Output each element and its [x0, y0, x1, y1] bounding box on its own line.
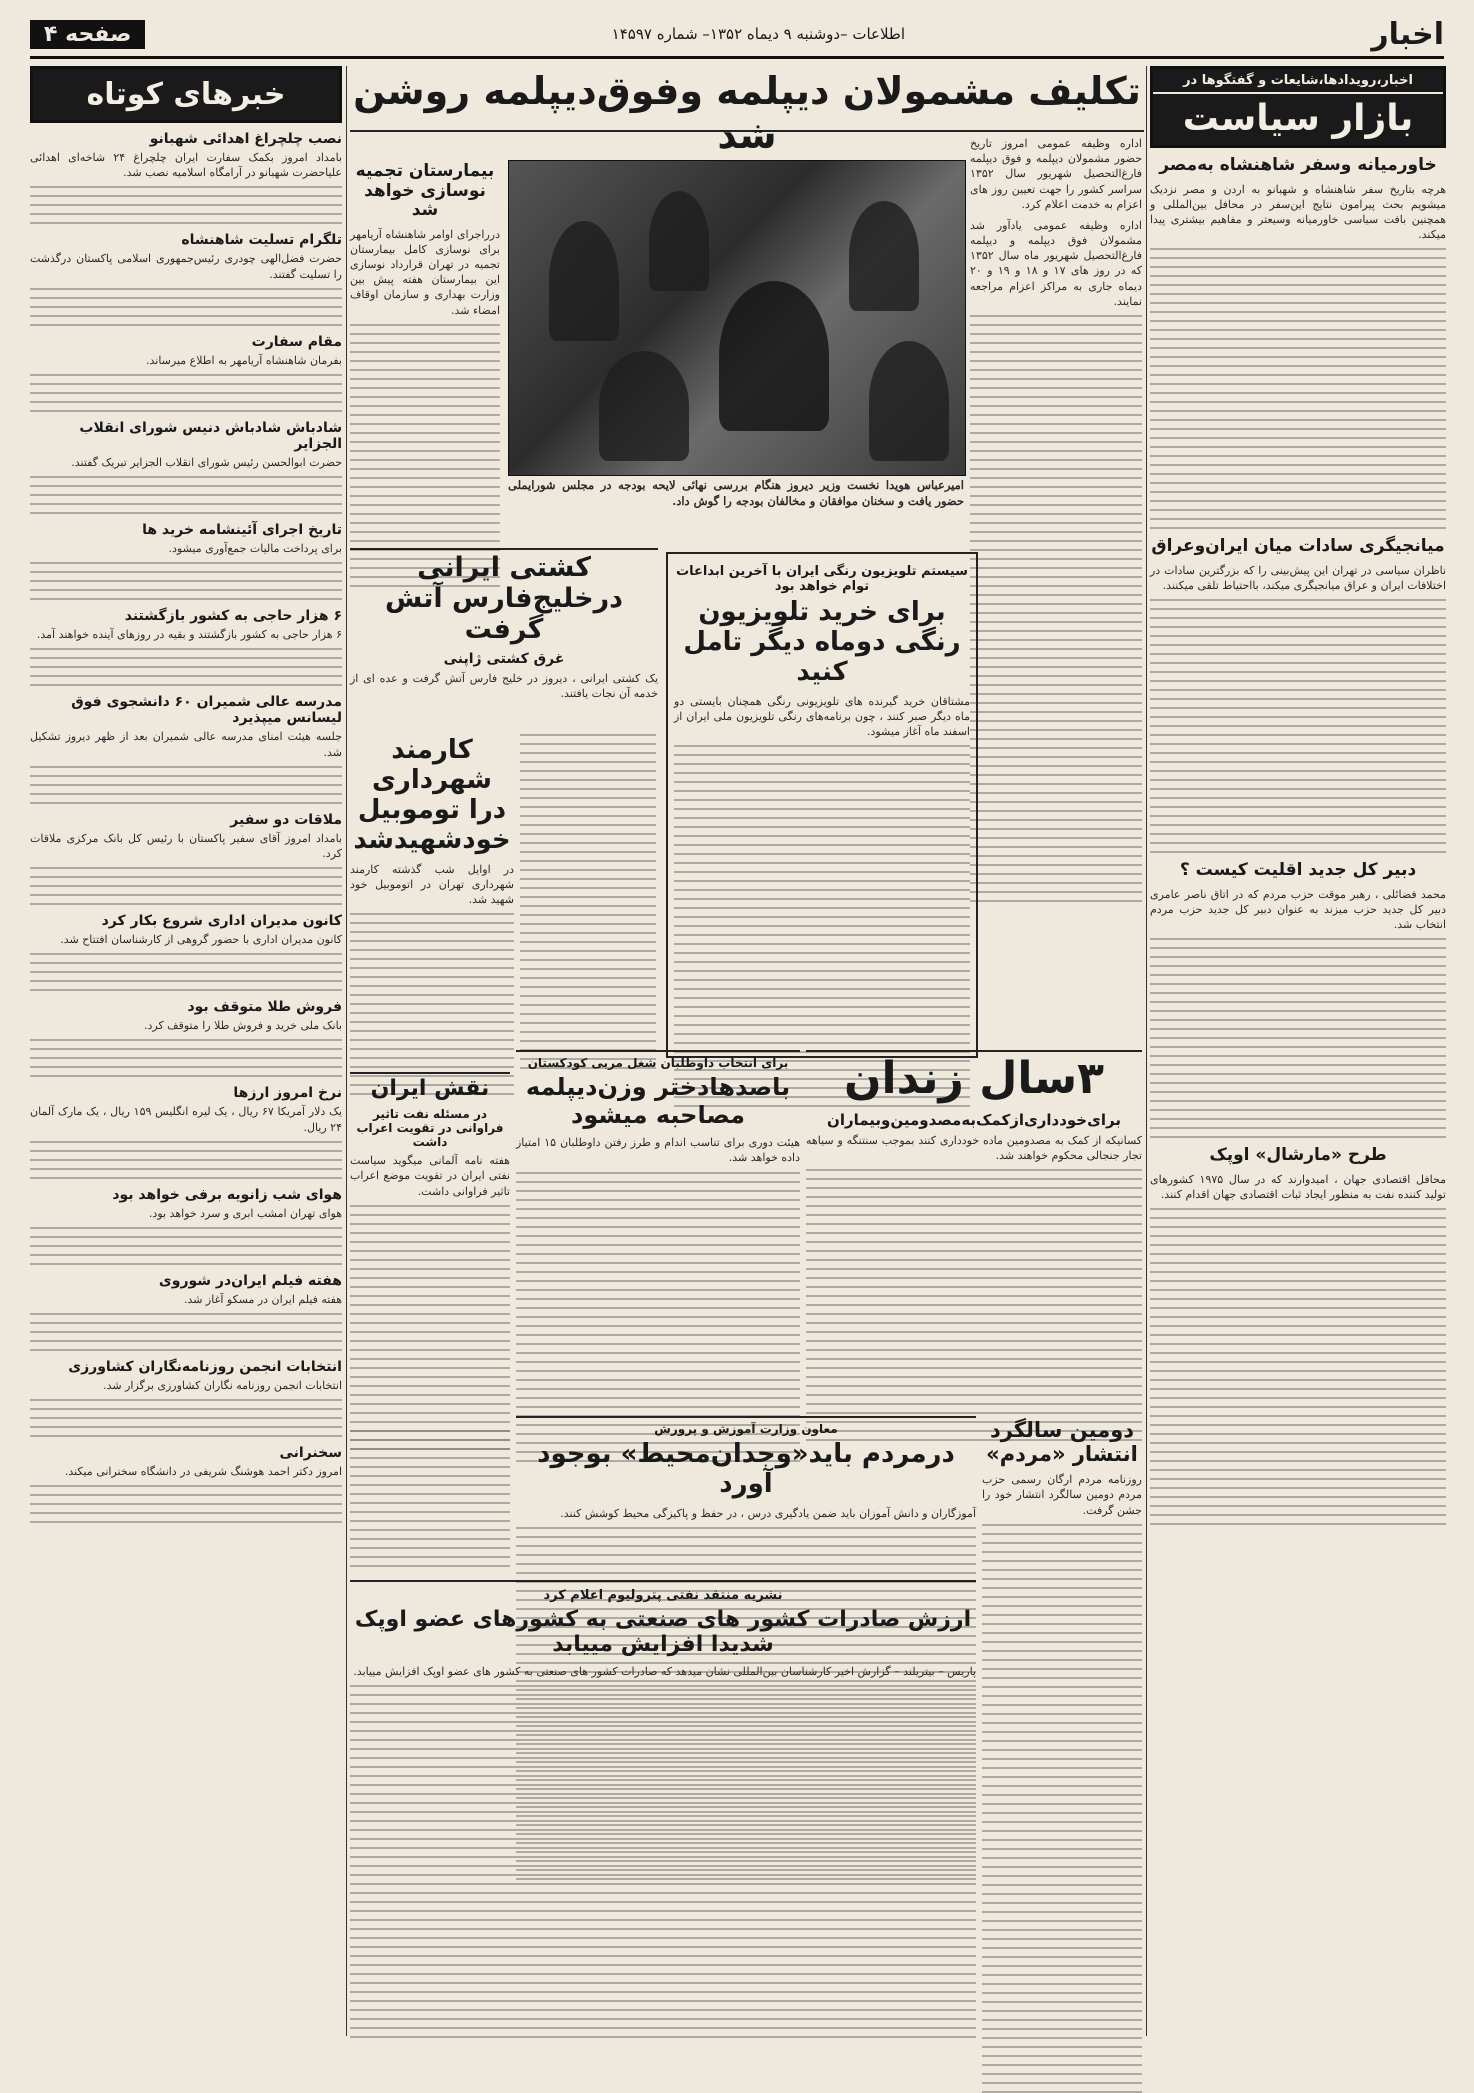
- short-news-text: بانک ملی خرید و فروش طلا را متوقف کرد.: [143, 1019, 342, 1033]
- short-news-text: بفرمان شاهنشاه آریامهر به اطلاع میرساند.: [145, 353, 342, 367]
- section-brand: اخبار: [1371, 16, 1444, 52]
- short-news-headline: ۶ هزار حاجی به کشور بازگشتند: [124, 608, 342, 625]
- lead-headline-area: [350, 64, 1144, 157]
- story-headline: میانجیگری سادات میان ایران‌وعراق: [1151, 536, 1445, 557]
- short-news-item: [30, 694, 342, 803]
- text-block: [350, 1685, 976, 2038]
- text-block: [30, 1039, 342, 1077]
- text-block: [30, 562, 342, 600]
- short-news-item: [30, 232, 342, 325]
- text-block: [30, 1227, 342, 1265]
- short-news-item: [30, 1445, 342, 1523]
- lead-text: اداره وظیفه عمومی یادآور شد مشمولان فوق دیپلمه و دیپلمه فارغ‌التحصیل شهریور ماه سال ۱۳۵۲ که در روز های ۱۷ و ۱۸ و ۱۹ و ۲۰ دیماه جاری به مراکز اعزام مراجعه نمایند.: [970, 218, 1143, 308]
- hospital-story: [350, 160, 500, 540]
- story-text: ناظران سیاسی در تهران این پیش‌بینی را که بزرگترین سادات در اختلافات ایران و عراق میانجیگری میکند، بااحتیاط تلقی میکنند.: [1150, 563, 1446, 592]
- story-text: محافل اقتصادی جهان ، امیدوارند که در سال ۱۹۷۵ کشورهای تولید کننده نفت به منظور ایجاد ثبات اقتصادی جهان اقدام کنند.: [1150, 1172, 1446, 1201]
- short-news-item: [30, 1187, 342, 1265]
- short-news-item: [30, 334, 342, 412]
- page-label: صفحه ۴: [30, 20, 145, 49]
- text-block: [350, 1205, 510, 1450]
- iran-role-headline: نقش ایران: [370, 1076, 490, 1101]
- lead-text: اداره وظیفه عمومی امروز تاریخ حضور مشمولان دیپلمه و فوق دیپلمه فارغ‌التحصیل شهریور سال ۱۳۵۲ سراسر کشور را جهت تعیین روز های اعزام به خدمت اعلام کرد.: [970, 137, 1142, 211]
- text-block: [350, 1430, 510, 1567]
- bazaar-title: بازار سیاست: [1153, 92, 1443, 145]
- lead-text-column: [970, 136, 1142, 956]
- exports-kicker: نشریه منتقد نفتی پترولیوم اعلام کرد: [543, 1588, 783, 1603]
- short-news-text: هوای تهران امشب ابری و سرد خواهد بود.: [148, 1206, 342, 1220]
- short-news-text: کانون مدیران اداری با حضور گروهی از کارشناسان افتتاح شد.: [60, 933, 342, 947]
- lead-headline: تکلیف مشمولان دیپلمه وفوق‌دیپلمه روشن شد: [353, 69, 1141, 157]
- exports-headline: ارزش صادرات کشور های صنعتی به کشورهای عضو اوپک شدیدا افزایش مییابد: [354, 1607, 972, 1658]
- short-news-headline: نرخ امروز ارزها: [233, 1085, 342, 1102]
- short-news-headline: شادباش شادباش دنیس شورای انقلاب الجزایر: [79, 419, 342, 452]
- short-news-headline: مدرسه عالی شمیران ۶۰ دانشجوی فوق لیسانس میپذیرد: [71, 694, 342, 727]
- text-block: [1150, 248, 1446, 529]
- exports-text: پاریس – بیتریلند – گزارش اخیر کارشناسان بین‌المللی نشان میدهد که صادرات کشور های صنعتی به کشور های عضو اوپک افزایش مییابد.: [353, 1664, 976, 1678]
- prison-text: کسانیکه از کمک به مصدومین ماده خودداری کنند بموجب سنتنگه و سیاهه تجار جنجالی محکوم خواهند شد.: [806, 1133, 1142, 1162]
- short-news-item: [30, 608, 342, 686]
- short-news-headline: سخنرانی: [279, 1445, 342, 1462]
- clerk-text: در اوایل شب گذشته کارمند شهرداری تهران در اتوموبیل خود شهید شد.: [350, 862, 514, 906]
- text-block: [30, 1399, 342, 1437]
- photo-caption: امیرعباس هویدا نخست وزیر دیروز هنگام بررسی نهائی لایحه بودجه در مجلس شورایملی حضور یافت و سخنان موافقان و مخالفان بودجه را گوش داد.: [508, 478, 964, 508]
- girls-kicker: برای انتخاب داوطلبان شغل مربی کودکستان: [527, 1056, 789, 1070]
- short-news-item: [30, 812, 342, 905]
- issue-info: اطلاعات –دوشنبه ۹ دیماه ۱۳۵۲– شماره ۱۴۵۹۷: [611, 25, 906, 43]
- tv-kicker: سیستم تلویزیون رنگی ایران با آخرین ابداعات توام خواهد بود: [676, 564, 968, 594]
- short-news-text: ۶ هزار حاجی به کشور بازگشتند و بقیه در روزهای آینده خواهند آمد.: [36, 628, 342, 642]
- bazaar-kicker: اخبار،رویدادها،شایعات و گفتگوها در: [1153, 69, 1443, 92]
- story-text: هرچه بتاریخ سفر شاهنشاه و شهبانو به اردن و مصر نزدیک میشویم بحث پیرامون نتایج این‌سفر در محافل بین‌المللی و همچنین بافت سیاسی خاورمیانه وسیعتر و مفاهیم بیشتری پیدا میکند.: [1150, 182, 1446, 242]
- tv-headline: برای خرید تلویزیون رنگی دوماه دیگر تامل کنید: [683, 597, 961, 687]
- text-block: [30, 374, 342, 412]
- short-news-item: [30, 1273, 342, 1351]
- story-headline: طرح «مارشال» اوپک: [1209, 1145, 1387, 1166]
- short-news-list: [30, 131, 342, 1523]
- hospital-text: درراجرای اوامر شاهنشاه آریامهر برای نوسازی کامل بیمارستان تجمیه در تهران قرارداد نوسازی این بیمارستان هفته پیش بین وزارت بهداری و سازمان اوقاف امضاء شد.: [350, 227, 500, 317]
- prison-subhead: برای‌خودداری‌از‌کمک‌به‌مصدومین‌و‌بیماران: [827, 1110, 1121, 1129]
- text-block: [1150, 599, 1446, 853]
- short-news-item: [30, 999, 342, 1077]
- short-news-item: [30, 1085, 342, 1178]
- short-news-item: [30, 522, 342, 600]
- ship-text: یک کشتی ایرانی ، دیروز در خلیج فارس آتش گرفت و عده ای از خدمه آن نجات یافتند.: [350, 672, 658, 701]
- short-news-title: خبرهای کوتاه: [30, 66, 342, 123]
- prison-story: [806, 1050, 1142, 1412]
- prison-headline: ۳سال زندان: [843, 1053, 1105, 1104]
- education-kicker: معاون وزارت آموزش و پرورش: [654, 1422, 838, 1436]
- text-block: [30, 766, 342, 804]
- bazaar-column: [1150, 66, 1446, 2036]
- iran-role-subhead: در مسئله نفت تاثیر فراوانی در تقویت اعراب داشت: [356, 1107, 504, 1150]
- ship-continued: [520, 734, 656, 1064]
- text-block: [350, 913, 514, 1095]
- short-news-text: بامداد امروز آقای سفیر پاکستان با رئیس کل بانک مرکزی ملاقات کرد.: [30, 831, 342, 860]
- tv-story-box: [666, 552, 978, 1058]
- iran-role-text: هفته نامه آلمانی میگوید سیاست نفتی ایران در تقویت موضع اعراب تاثیر فراوانی داشت.: [350, 1154, 510, 1198]
- short-news-item: [30, 1359, 342, 1437]
- clerk-story: [350, 734, 514, 1064]
- short-news-item: [30, 420, 342, 514]
- text-block: [1150, 1208, 1446, 1525]
- short-news-headline: تاریخ اجرای آئینشامه خرید ها: [142, 522, 342, 539]
- text-block: [30, 867, 342, 905]
- photo-caption-area: [508, 478, 964, 536]
- text-block: [30, 953, 342, 991]
- short-news-headline: مقام سفارت: [251, 333, 342, 350]
- short-news-headline: تلگرام تسلیت شاهنشاه: [181, 232, 342, 249]
- girls-headline: باصدهادختر وزن‌دیپلمه مصاحبه میشود: [525, 1073, 791, 1129]
- short-news-headline: نصب چلچراغ اهدائی شهبانو: [149, 131, 342, 147]
- text-block: [982, 1524, 1142, 2093]
- short-news-headline: هوای شب زانویه برفی خواهد بود: [112, 1186, 342, 1203]
- short-news-text: بامداد امروز بکمک سفارت ایران چلچراغ ۲۴ شاخه‌ای اهدائی علیاحضرت شهبانو در آرامگاه اسلامیه نصب شد.: [30, 151, 342, 180]
- masthead: [30, 12, 1444, 59]
- short-news-headline: کانون مدیران اداری شروع بکار کرد: [101, 913, 342, 930]
- mardom-text: روزنامه مردم ارگان رسمی حزب مردم دومین سالگرد انتشار خود را جشن گرفت.: [982, 1473, 1142, 1517]
- ship-fire-story: [350, 548, 658, 730]
- column-rule: [346, 66, 347, 2036]
- story-text: محمد فضائلی ، رهبر موقت حزب مردم که در اتاق ناصر عامری دبیر کل جدید حزب میزند به عنوان دبیر کل جدید حزب مردم انتخاب شد.: [1150, 887, 1446, 932]
- short-news-text: انتخابات انجمن روزنامه نگاران کشاورزی برگزار شد.: [103, 1379, 342, 1393]
- short-news-item: [30, 131, 342, 224]
- short-news-text: جلسه هیئت امنای مدرسه عالی شمیران بعد از ظهر دیروز تشکیل شد.: [30, 730, 342, 759]
- girls-story: [516, 1050, 800, 1412]
- ship-subhead: غرق کشتی ژاپنی: [443, 651, 565, 668]
- text-block: [970, 315, 1142, 902]
- short-news-text: حضرت ابوالحسن رئیس شورای انقلاب الجزایر تبریک گفتند.: [71, 455, 342, 469]
- tv-text: مشتاقان خرید گیرنده های تلویزیونی رنگی همچنان بایستی دو ماه دیگر صبر کنند ، چون برنامه‌های رنگی تلویزیون ملی ایران از اسفند ماه آغاز میشود.: [674, 694, 970, 739]
- short-news-text: امروز دکتر احمد هوشنگ شریفی در دانشگاه سخنرانی میکند.: [64, 1465, 342, 1479]
- girls-text: هیئت دوری برای تناسب اندام و طرز رفتن داوطلبان ۱۵ امتیاز داده خواهد شد.: [516, 1136, 800, 1165]
- short-news-headline: انتخابات انجمن روزنامه‌نگاران کشاورزی: [68, 1359, 342, 1376]
- short-news-headline: ملاقات دو سفیر: [230, 811, 342, 828]
- text-block: [1150, 938, 1446, 1138]
- text-block: [30, 1141, 342, 1179]
- iran-role-story: [350, 1072, 510, 1424]
- short-news-column: [30, 66, 342, 2036]
- mardom-story: [982, 1416, 1142, 2036]
- text-block: [806, 1169, 1142, 1441]
- mardom-headline: دومین سالگرد انتشار «مردم»: [986, 1418, 1138, 1467]
- short-news-text: برای پرداخت مالیات جمع‌آوری میشود.: [168, 542, 342, 556]
- text-block: [30, 186, 342, 224]
- column-rule: [1146, 66, 1147, 2036]
- story-headline: دبیر کل جدید اقلیت کیست ؟: [1179, 860, 1417, 881]
- text-block: [30, 476, 342, 514]
- bazaar-logo: [1150, 66, 1446, 148]
- ship-headline: کشتی ایرانی درخلیج‌فارس آتش گرفت: [385, 552, 623, 646]
- text-block: [30, 648, 342, 686]
- hospital-headline: بیمارستان تجمیه نوسازی خواهد شد: [355, 161, 495, 221]
- short-news-text: حضرت فضل‌الهی چودری رئیس‌جمهوری اسلامی پاکستان درگذشت را تسلیت گفتند.: [30, 252, 342, 281]
- short-news-headline: هفته فیلم ایران‌در شوروی: [158, 1272, 342, 1289]
- text-block: [30, 1485, 342, 1523]
- short-news-headline: فروش طلا متوقف بود: [187, 999, 342, 1016]
- short-news-text: هفته فیلم ایران در مسکو آغاز شد.: [183, 1292, 342, 1306]
- text-block: [30, 288, 342, 326]
- exports-story: [350, 1580, 976, 2038]
- education-text: آموزگاران و دانش آموزان باید ضمن یادگیری درس ، در حفظ و پاکیزگی محیط کوشش کنند.: [560, 1506, 976, 1520]
- short-news-item: [30, 913, 342, 991]
- education-headline: درمردم باید«وجدان‌محیط» بوجود آورد: [537, 1439, 955, 1499]
- text-block: [520, 734, 656, 1069]
- clerk-headline: کارمند شهرداری درا توموبیل خودشهیدشد: [353, 735, 511, 855]
- parliament-photo: [508, 160, 966, 476]
- text-block: [30, 1313, 342, 1351]
- filler-column: [350, 1430, 510, 1570]
- story-headline: خاورمیانه وسفر شاهنشاه به‌مصر: [1159, 155, 1437, 175]
- short-news-text: یک دلار آمریکا ۶۷ ریال ، یک لیره انگلیس ۱۵۹ ریال ، یک مارک آلمان ۲۴ ریال.: [30, 1105, 342, 1134]
